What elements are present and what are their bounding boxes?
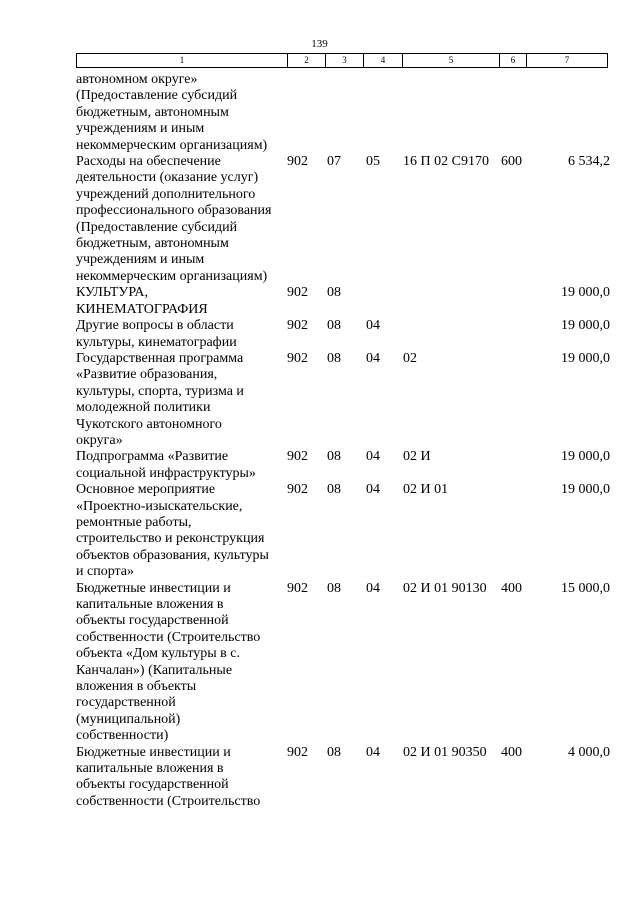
row-gr: 902 — [287, 580, 308, 596]
row-sum: 6 534,2 — [568, 154, 610, 170]
row-rz: 08 — [327, 482, 341, 498]
row-cs: 02 И 01 90130 — [403, 580, 487, 596]
row-name: Бюджетные инвестиции и капитальные вложения в объекты государственной собственности (Строительство объекта «Дом культуры в с. Канчалан») (Капитальные вложения в объекты государственной (муниципальной) собственности) — [76, 580, 261, 744]
row-sum: 15 000,0 — [561, 580, 610, 596]
table-row — [76, 482, 610, 580]
table-row — [76, 285, 610, 318]
row-gr: 902 — [287, 318, 308, 334]
row-rz: 08 — [327, 449, 341, 465]
row-rz: 08 — [327, 744, 341, 760]
row-name: КУЛЬТУРА, КИНЕМАТОГРАФИЯ — [76, 285, 208, 317]
table-header — [76, 53, 608, 68]
row-sum: 19 000,0 — [561, 285, 610, 301]
header-col-3: 3 — [326, 54, 364, 67]
table-row — [76, 72, 610, 154]
row-pr: 04 — [366, 744, 380, 760]
row-cs: 02 И 01 — [403, 482, 449, 498]
row-vr: 400 — [501, 744, 522, 760]
row-vr: 400 — [501, 580, 522, 596]
table-row — [76, 745, 610, 811]
header-col-5: 5 — [403, 54, 500, 67]
table-row — [76, 154, 610, 285]
row-gr: 902 — [287, 285, 308, 301]
row-gr: 902 — [287, 154, 308, 170]
row-rz: 07 — [327, 154, 341, 170]
row-name: автономном округе» (Предоставление субсидий бюджетным, автономным учреждениям и иным некоммерческим организациям) — [76, 72, 268, 153]
table-row — [76, 581, 610, 745]
page-number: 139 — [311, 38, 328, 50]
header-col-2: 2 — [288, 54, 326, 67]
table-body — [76, 72, 610, 810]
row-rz: 08 — [327, 350, 341, 366]
row-rz: 08 — [327, 318, 341, 334]
row-rz: 08 — [327, 285, 341, 301]
row-name: Расходы на обеспечение деятельности (оказание услуг) учреждений дополнительного профессионального образования (Предоставление субсидий бюджетным, автономным учреждениям и иным некоммерческим организациям) — [76, 154, 272, 284]
row-pr: 04 — [366, 449, 380, 465]
row-cs: 02 И — [403, 449, 431, 465]
row-cs: 02 И 01 90350 — [403, 744, 487, 760]
row-name: Подпрограмма «Развитие социальной инфраструктуры» — [76, 449, 256, 481]
row-vr: 600 — [501, 154, 522, 170]
table-row — [76, 449, 610, 482]
table-row — [76, 351, 610, 449]
row-cs: 02 — [403, 350, 417, 366]
header-col-4: 4 — [364, 54, 403, 67]
row-name: Государственная программа «Развитие образования, культуры, спорта, туризма и молодежной политики Чукотского автономного округа» — [76, 350, 244, 448]
row-pr: 04 — [366, 482, 380, 498]
row-name: Бюджетные инвестиции и капитальные вложения в объекты государственной собственности (Строительство — [76, 744, 261, 809]
row-name: Другие вопросы в области культуры, кинематографии — [76, 318, 237, 350]
row-sum: 4 000,0 — [568, 744, 610, 760]
row-gr: 902 — [287, 744, 308, 760]
row-pr: 04 — [366, 318, 380, 334]
row-rz: 08 — [327, 580, 341, 596]
row-pr: 04 — [366, 580, 380, 596]
table-row — [76, 318, 610, 351]
header-col-6: 6 — [500, 54, 527, 67]
row-cs: 16 П 02 С9170 — [403, 154, 489, 170]
row-gr: 902 — [287, 482, 308, 498]
row-gr: 902 — [287, 350, 308, 366]
row-sum: 19 000,0 — [561, 449, 610, 465]
row-sum: 19 000,0 — [561, 318, 610, 334]
row-sum: 19 000,0 — [561, 482, 610, 498]
row-gr: 902 — [287, 449, 308, 465]
row-pr: 04 — [366, 350, 380, 366]
row-sum: 19 000,0 — [561, 350, 610, 366]
header-col-1: 1 — [77, 54, 288, 67]
row-pr: 05 — [366, 154, 380, 170]
header-col-7: 7 — [564, 55, 570, 65]
row-name: Основное мероприятие «Проектно-изыскательские, ремонтные работы, строительство и реконструкция объектов образования, культуры и спорта» — [76, 482, 269, 580]
